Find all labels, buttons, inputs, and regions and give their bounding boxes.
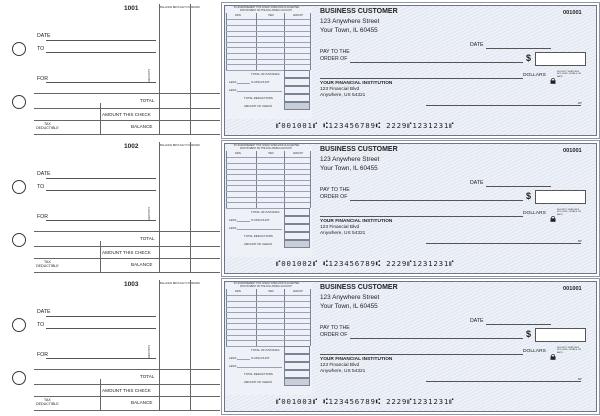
less-label: LESS (229, 80, 237, 84)
deduction-line (237, 91, 282, 92)
deduction-field[interactable] (284, 86, 310, 94)
stub-row-line (34, 246, 220, 247)
dollar-sign: $ (526, 53, 532, 63)
stub-row-line (34, 384, 220, 385)
stub-to-field[interactable] (46, 190, 156, 191)
discount-rate-line (237, 83, 250, 84)
total-deductions-field[interactable] (284, 94, 310, 102)
binder-hole (12, 180, 26, 194)
ledger-row-line (226, 174, 310, 175)
ledger-row-line (226, 307, 310, 308)
deduction-line (237, 367, 282, 368)
ledger-row-line (226, 202, 310, 203)
amount-of-check-field[interactable] (284, 378, 310, 386)
total-deductions-field[interactable] (284, 370, 310, 378)
ledger-row-line (226, 42, 310, 43)
ledger-row-line (226, 59, 310, 60)
pay-to-line2: ORDER OF (320, 56, 348, 62)
amount-of-check-label: AMOUNT OF CHECK (244, 380, 273, 384)
micr-line: ⑈001001⑈ ⑆123456789⑆ 2229⑈1231231⑈ (276, 121, 455, 130)
amount-field[interactable] (535, 190, 586, 204)
ledger-header-line (226, 19, 310, 20)
ledger-row-line (226, 197, 310, 198)
endorsement-text: BY ENDORSEMENT THIS CHECK WHEN PAID IS ACCEPTED (234, 7, 300, 9)
less-label: LESS (229, 364, 237, 368)
deductible-label-line: DEDUCTIBLE (36, 264, 59, 268)
dollar-sign: $ (526, 191, 532, 201)
deposits-label: DEPOSITS (148, 344, 151, 358)
bank-street: 123 Financial Blvd (320, 225, 360, 230)
pay-to-line1: PAY TO THE (320, 49, 350, 55)
stub-date-label: DATE (37, 33, 51, 39)
total-deductions-field[interactable] (284, 232, 310, 240)
less-label: LESS (229, 88, 237, 92)
total-deductions-label: TOTAL DEDUCTIONS (244, 96, 273, 100)
ledger-row-line (226, 329, 310, 330)
pay-to-label (320, 325, 350, 339)
bank-name: YOUR FINANCIAL INSTITUTION (320, 81, 393, 86)
stub-row-line (34, 272, 220, 273)
discount-field[interactable] (284, 78, 310, 86)
ledger-date-header: DATE (235, 15, 241, 17)
ledger-row-line (226, 312, 310, 313)
discount-rate-line (237, 221, 250, 222)
stub-row-line (34, 231, 220, 232)
endorsement-text: BY ENDORSEMENT THIS CHECK WHEN PAID IS ACCEPTED (234, 283, 300, 285)
bank-name: YOUR FINANCIAL INSTITUTION (320, 219, 393, 224)
signature-field[interactable] (426, 105, 581, 106)
amount-field[interactable] (535, 328, 586, 342)
dollar-sign: $ (526, 329, 532, 339)
ledger-row-line (226, 47, 310, 48)
business-check (221, 278, 600, 415)
stub-divider (190, 4, 191, 134)
dollars-label: DOLLARS (523, 349, 546, 354)
security-features-note: SECURITY FEATURES INCLUDED. DETAILS ON BACK. (557, 71, 581, 78)
written-amount-field[interactable] (320, 78, 523, 79)
tax-label-line: TAX (44, 398, 51, 402)
customer-street: 123 Anywhere Street (320, 18, 380, 25)
stub-date-field[interactable] (46, 178, 156, 179)
signature-field[interactable] (426, 381, 581, 382)
less-label: LESS (229, 356, 237, 360)
stub-row-line (34, 120, 220, 121)
stub-to-field[interactable] (46, 328, 156, 329)
security-features-note: SECURITY FEATURES INCLUDED. DETAILS ON BACK. (557, 209, 581, 216)
ledger-column-line (310, 13, 311, 70)
business-check (221, 2, 600, 139)
ledger-header-line (226, 295, 310, 296)
check-number: 001001 (563, 148, 582, 154)
binder-hole (12, 42, 26, 56)
amount-of-check-field[interactable] (284, 240, 310, 248)
customer-city: Your Town, IL 60455 (320, 165, 378, 172)
amount-of-check-field[interactable] (284, 102, 310, 110)
written-amount-field[interactable] (320, 216, 523, 217)
discount-label: % DISCOUNT (251, 356, 270, 360)
total-invoices-field[interactable] (284, 346, 310, 354)
customer-name: BUSINESS CUSTOMER (320, 284, 398, 291)
ledger-row-line (226, 323, 310, 324)
stub-for-label: FOR (37, 214, 48, 220)
stub-row-line (34, 93, 220, 94)
amount-this-check-label: AMOUNT THIS CHECK (102, 250, 151, 255)
pay-to-label (320, 187, 350, 201)
discount-label: % DISCOUNT (251, 80, 270, 84)
invoice-ledger (226, 7, 312, 119)
amount-of-check-label: AMOUNT OF CHECK (244, 104, 273, 108)
pay-to-line2: ORDER OF (320, 332, 348, 338)
ledger-row-line (226, 301, 310, 302)
bank-city: Anywhere, US 54321 (320, 369, 366, 374)
ledger-column-line (310, 151, 311, 208)
stub-check-number: 1003 (124, 281, 139, 288)
less-label: LESS (229, 226, 237, 230)
ledger-row-line (226, 169, 310, 170)
ledger-item-header: ITEM (268, 153, 274, 155)
binder-hole (12, 233, 26, 247)
endorsement-text: BY ENDORSEMENT THIS CHECK WHEN PAID IS ACCEPTED (234, 145, 300, 147)
ledger-row-line (226, 180, 310, 181)
stub-check-number: 1002 (124, 143, 139, 150)
stub-divider (190, 142, 191, 272)
pay-to-line2: ORDER OF (320, 194, 348, 200)
stub-row-line (34, 134, 220, 135)
payee-field[interactable] (350, 338, 523, 339)
deductible-label-line: DEDUCTIBLE (36, 402, 59, 406)
ledger-row-line (226, 318, 310, 319)
total-invoices-field[interactable] (284, 208, 310, 216)
stub-to-label: TO (37, 184, 45, 190)
ledger-row-line (226, 185, 310, 186)
payee-field[interactable] (350, 200, 523, 201)
stub-divider (159, 142, 160, 272)
check-number: 001001 (563, 286, 582, 292)
stub-for-field[interactable] (46, 82, 156, 83)
written-amount-field[interactable] (320, 354, 523, 355)
ledger-date-header: DATE (235, 153, 241, 155)
stub-check-number: 1001 (124, 5, 139, 12)
ledger-amount-header: AMOUNT (293, 291, 303, 293)
discount-rate-line (237, 359, 250, 360)
ledger-amount-header: AMOUNT (293, 15, 303, 17)
stub-divider (159, 280, 160, 410)
business-check (221, 140, 600, 277)
stub-row-line (34, 258, 220, 259)
padlock-icon (550, 347, 556, 353)
security-features-note: SECURITY FEATURES INCLUDED. DETAILS ON BACK. (557, 347, 581, 354)
total-invoices-field[interactable] (284, 70, 310, 78)
customer-city: Your Town, IL 60455 (320, 27, 378, 34)
payee-field[interactable] (350, 62, 523, 63)
discount-field[interactable] (284, 354, 310, 362)
mp-symbol: MP (578, 240, 582, 243)
mp-symbol: MP (578, 378, 582, 381)
total-label: TOTAL (140, 236, 155, 241)
mp-symbol: MP (578, 102, 582, 105)
deductible-label-line: DEDUCTIBLE (36, 126, 59, 130)
stub-to-label: TO (37, 46, 45, 52)
ledger-row-line (226, 36, 310, 37)
total-label: TOTAL (140, 98, 155, 103)
date-field[interactable] (486, 324, 551, 325)
date-label: DATE (470, 42, 484, 48)
balance-forward-header: BALANCE BROUGHT FORWARD (160, 282, 200, 285)
stub-for-field[interactable] (46, 220, 156, 221)
ledger-row-line (226, 335, 310, 336)
total-invoices-label: TOTAL OF INVOICES (251, 72, 280, 76)
pay-to-line1: PAY TO THE (320, 187, 350, 193)
deduction-line (237, 229, 282, 230)
balance-forward-header: BALANCE BROUGHT FORWARD (160, 6, 200, 9)
less-label: LESS (229, 218, 237, 222)
amount-this-check-label: AMOUNT THIS CHECK (102, 388, 151, 393)
deduction-field[interactable] (284, 362, 310, 370)
padlock-icon (550, 71, 556, 77)
endorsement-text: FOR PAYMENT ON THE FOLLOWING ACCOUNT (240, 148, 292, 150)
stub-to-field[interactable] (46, 52, 156, 53)
date-field[interactable] (486, 48, 551, 49)
micr-line: ⑈001003⑈ ⑆123456789⑆ 2229⑈1231231⑈ (276, 397, 455, 406)
ledger-row-line (226, 53, 310, 54)
ledger-header-line (226, 157, 310, 158)
bank-street: 123 Financial Blvd (320, 363, 360, 368)
tax-deductible-label (36, 398, 59, 406)
discount-field[interactable] (284, 216, 310, 224)
bank-city: Anywhere, US 54321 (320, 93, 366, 98)
balance-label: BALANCE (131, 400, 153, 405)
check-stub (0, 0, 220, 138)
bank-name: YOUR FINANCIAL INSTITUTION (320, 357, 393, 362)
pay-to-label (320, 49, 350, 63)
date-field[interactable] (486, 186, 551, 187)
date-label: DATE (470, 318, 484, 324)
endorsement-text: FOR PAYMENT ON THE FOLLOWING ACCOUNT (240, 286, 292, 288)
amount-of-check-label: AMOUNT OF CHECK (244, 242, 273, 246)
total-deductions-label: TOTAL DEDUCTIONS (244, 234, 273, 238)
total-label: TOTAL (140, 374, 155, 379)
customer-street: 123 Anywhere Street (320, 294, 380, 301)
binder-hole (12, 95, 26, 109)
deduction-field[interactable] (284, 224, 310, 232)
stub-divider (159, 4, 160, 134)
binder-hole (12, 371, 26, 385)
stub-date-label: DATE (37, 171, 51, 177)
tax-deductible-label (36, 122, 59, 130)
total-deductions-label: TOTAL DEDUCTIONS (244, 372, 273, 376)
ledger-date-header: DATE (235, 291, 241, 293)
stub-divider (190, 280, 191, 410)
tax-label-line: TAX (44, 260, 51, 264)
balance-label: BALANCE (131, 262, 153, 267)
bank-street: 123 Financial Blvd (320, 87, 360, 92)
invoice-ledger (226, 145, 312, 257)
stub-row-line (34, 396, 220, 397)
customer-name: BUSINESS CUSTOMER (320, 8, 398, 15)
ledger-column-line (310, 289, 311, 346)
stub-date-label: DATE (37, 309, 51, 315)
binder-hole (12, 318, 26, 332)
stub-to-label: TO (37, 322, 45, 328)
customer-street: 123 Anywhere Street (320, 156, 380, 163)
padlock-icon (550, 209, 556, 215)
check-stub (0, 276, 220, 414)
stub-date-field[interactable] (46, 316, 156, 317)
ledger-row-line (226, 163, 310, 164)
ledger-row-line (226, 191, 310, 192)
ledger-row-line (226, 25, 310, 26)
total-invoices-label: TOTAL OF INVOICES (251, 348, 280, 352)
invoice-ledger (226, 283, 312, 395)
balance-label: BALANCE (131, 124, 153, 129)
endorsement-text: FOR PAYMENT ON THE FOLLOWING ACCOUNT (240, 10, 292, 12)
stub-for-field[interactable] (46, 358, 156, 359)
pay-to-line1: PAY TO THE (320, 325, 350, 331)
total-invoices-label: TOTAL OF INVOICES (251, 210, 280, 214)
discount-label: % DISCOUNT (251, 218, 270, 222)
balance-forward-header: BALANCE BROUGHT FORWARD (160, 144, 200, 147)
stub-row-line (34, 108, 220, 109)
customer-name: BUSINESS CUSTOMER (320, 146, 398, 153)
check-number: 001001 (563, 10, 582, 16)
date-label: DATE (470, 180, 484, 186)
deposits-label: DEPOSITS (148, 68, 151, 82)
dollars-label: DOLLARS (523, 73, 546, 78)
stub-for-label: FOR (37, 76, 48, 82)
ledger-row-line (226, 31, 310, 32)
deposits-label: DEPOSITS (148, 206, 151, 220)
ledger-item-header: ITEM (268, 291, 274, 293)
customer-city: Your Town, IL 60455 (320, 303, 378, 310)
signature-field[interactable] (426, 243, 581, 244)
dollars-label: DOLLARS (523, 211, 546, 216)
ledger-item-header: ITEM (268, 15, 274, 17)
micr-line: ⑈001002⑈ ⑆123456789⑆ 2229⑈1231231⑈ (276, 259, 455, 268)
tax-deductible-label (36, 260, 59, 268)
stub-date-field[interactable] (46, 40, 156, 41)
amount-field[interactable] (535, 52, 586, 66)
amount-this-check-label: AMOUNT THIS CHECK (102, 112, 151, 117)
ledger-amount-header: AMOUNT (293, 153, 303, 155)
bank-city: Anywhere, US 54321 (320, 231, 366, 236)
stub-for-label: FOR (37, 352, 48, 358)
tax-label-line: TAX (44, 122, 51, 126)
ledger-row-line (226, 340, 310, 341)
stub-row-line (34, 369, 220, 370)
check-stub (0, 138, 220, 276)
ledger-row-line (226, 64, 310, 65)
stub-row-line (34, 410, 220, 411)
